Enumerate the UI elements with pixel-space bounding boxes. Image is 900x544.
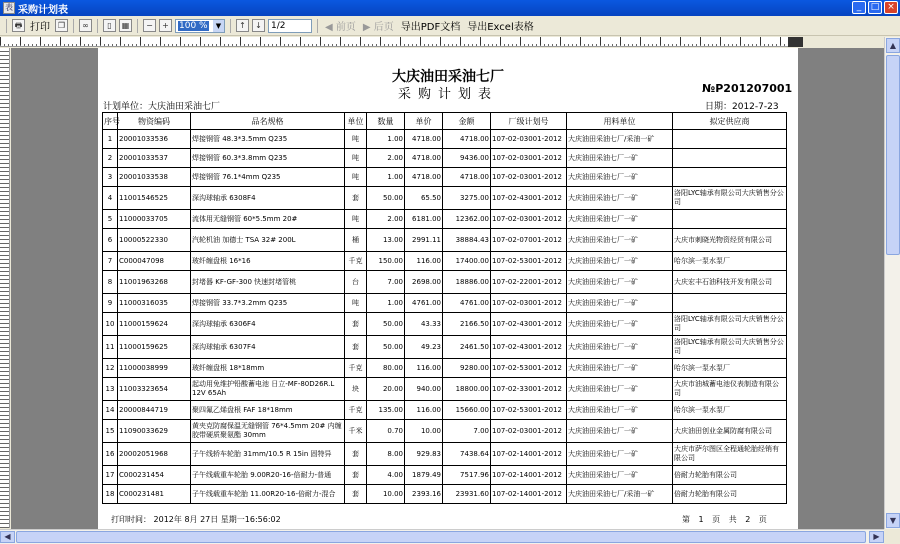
prev-page-label: 前页: [335, 22, 356, 33]
single-page-icon[interactable]: ▯: [103, 19, 116, 32]
table-cell: 11000038999: [118, 359, 191, 378]
page-info: 第 1 页 共 2 页: [682, 515, 767, 524]
table-cell: 107-02-03001-2012: [491, 130, 567, 149]
table-cell: 洛阳LYC轴承有限公司大庆销售分公司: [673, 313, 787, 336]
column-header: 物资编码: [118, 113, 191, 130]
scrollbar-corner: [884, 529, 900, 544]
table-cell: 116.00: [405, 401, 443, 420]
table-cell: 套: [345, 466, 367, 485]
table-cell: 940.00: [405, 378, 443, 401]
toolbar-separator: [317, 19, 318, 33]
table-cell: 13: [103, 378, 118, 401]
table-cell: 11003323654: [118, 378, 191, 401]
table-cell: 18800.00: [443, 378, 491, 401]
table-cell: 10.00: [367, 485, 405, 504]
table-cell: 桶: [345, 229, 367, 252]
table-cell: 大庆油田采油七厂一矿: [567, 168, 673, 187]
table-cell: 10: [103, 313, 118, 336]
table-cell: 洛阳LYC轴承有限公司大庆销售分公司: [673, 336, 787, 359]
table-cell: 大庆油田采油七厂一矿: [567, 443, 673, 466]
table-cell: 深沟球轴承 6308F4: [191, 187, 345, 210]
table-cell: 大庆油田采油七厂一矿: [567, 466, 673, 485]
table-header-row: [103, 113, 787, 130]
table-cell: 大庆油田采油七厂一矿: [567, 359, 673, 378]
table-cell: 套: [345, 443, 367, 466]
table-row: [103, 443, 787, 466]
table-cell: 107-02-53001-2012: [491, 252, 567, 271]
table-cell: 2166.50: [443, 313, 491, 336]
table-cell: 107-02-43001-2012: [491, 336, 567, 359]
table-row: [103, 130, 787, 149]
table-cell: 千克: [345, 252, 367, 271]
table-cell: 大庆油田采油七厂一矿: [567, 271, 673, 294]
table-cell: 9280.00: [443, 359, 491, 378]
document-title: 采购计划表: [397, 87, 498, 102]
table-cell: 135.00: [367, 401, 405, 420]
multi-page-icon[interactable]: ▦: [119, 19, 132, 32]
table-cell: 9436.00: [443, 149, 491, 168]
table-cell: 2.00: [367, 210, 405, 229]
window-titlebar: [0, 0, 900, 16]
scroll-down-icon[interactable]: ▼: [886, 513, 900, 528]
table-cell: 12: [103, 359, 118, 378]
table-cell: 千克: [345, 401, 367, 420]
table-cell: 大庆油田采油七厂一矿: [567, 420, 673, 443]
table-cell: 1: [103, 130, 118, 149]
table-cell: 倍耐力轮胎有限公司: [673, 485, 787, 504]
print-time: 打印时间： 2012年 8月 27日 星期一16:56:02: [111, 515, 281, 524]
binoculars-icon[interactable]: ∞: [79, 19, 92, 32]
table-cell: 吨: [345, 210, 367, 229]
table-cell: 7: [103, 252, 118, 271]
table-cell: 4718.00: [405, 149, 443, 168]
toolbar-separator: [73, 19, 74, 33]
minimize-button[interactable]: _: [852, 1, 866, 14]
table-cell: 49.23: [405, 336, 443, 359]
maximize-button[interactable]: □: [868, 1, 882, 14]
table-cell: 13.00: [367, 229, 405, 252]
next-page-button[interactable]: ▶ 后页: [362, 22, 394, 33]
column-header: 金额: [443, 113, 491, 130]
toolbar-separator: [6, 19, 7, 33]
table-cell: 4718.00: [405, 130, 443, 149]
table-cell: 大庆油田采油七厂一矿: [567, 401, 673, 420]
table-cell: 玻纤缠盘根 18*18mm: [191, 359, 345, 378]
table-cell: 17: [103, 466, 118, 485]
table-cell: 子午线载重车轮胎 11.00R20-16-倍耐力-混合: [191, 485, 345, 504]
table-cell: 块: [345, 378, 367, 401]
toolbar-separator: [137, 19, 138, 33]
table-cell: 吨: [345, 130, 367, 149]
table-cell: 107-02-14001-2012: [491, 485, 567, 504]
vertical-scrollbar[interactable]: [884, 37, 900, 529]
table-cell: 23931.60: [443, 485, 491, 504]
document-number: №P201207001: [702, 82, 793, 95]
scroll-right-icon[interactable]: ▶: [869, 531, 884, 543]
table-cell: 107-02-07001-2012: [491, 229, 567, 252]
table-cell: 10.00: [405, 420, 443, 443]
column-header: 拟定供应商: [673, 113, 787, 130]
table-cell: 7.00: [367, 271, 405, 294]
table-row: [103, 336, 787, 359]
table-cell: [673, 210, 787, 229]
app-icon: 表: [5, 3, 13, 12]
table-cell: [673, 294, 787, 313]
table-cell: 107-02-14001-2012: [491, 466, 567, 485]
table-cell: C000231454: [118, 466, 191, 485]
copy-icon[interactable]: ❐: [55, 19, 68, 32]
horizontal-ruler-marks: [0, 37, 803, 45]
table-row: [103, 420, 787, 443]
table-cell: 焊接钢管 60.3*3.8mm Q235: [191, 149, 345, 168]
table-cell: 10000522330: [118, 229, 191, 252]
page-input[interactable]: 1/2: [268, 19, 312, 33]
table-cell: 子午线轿车轮胎 31mm/10.5 R 15in 固特异: [191, 443, 345, 466]
table-cell: 20001033537: [118, 149, 191, 168]
table-cell: 千克: [345, 359, 367, 378]
table-cell: 11000033705: [118, 210, 191, 229]
window-controls: [852, 1, 898, 14]
table-cell: 3: [103, 168, 118, 187]
table-cell: 0.70: [367, 420, 405, 443]
table-cell: 107-02-03001-2012: [491, 294, 567, 313]
table-cell: 11000316035: [118, 294, 191, 313]
table-cell: C000231481: [118, 485, 191, 504]
table-cell: 11001963268: [118, 271, 191, 294]
table-cell: 大庆油田采油七厂一矿: [567, 378, 673, 401]
column-header: 单价: [405, 113, 443, 130]
table-cell: [673, 149, 787, 168]
table-row: [103, 149, 787, 168]
table-cell: 6: [103, 229, 118, 252]
table-cell: 3275.00: [443, 187, 491, 210]
table-cell: 80.00: [367, 359, 405, 378]
page-down-icon[interactable]: ↓: [252, 19, 265, 32]
table-cell: 千米: [345, 420, 367, 443]
table-cell: 11001546525: [118, 187, 191, 210]
table-cell: 吨: [345, 168, 367, 187]
toolbar-separator: [230, 19, 231, 33]
table-cell: 大庆油田采油七厂一矿: [567, 294, 673, 313]
table-row: [103, 466, 787, 485]
table-cell: 大庆市油城蓄电池仪表制造有限公司: [673, 378, 787, 401]
table-cell: 2.00: [367, 149, 405, 168]
table-cell: 1.00: [367, 130, 405, 149]
table-row: [103, 271, 787, 294]
table-cell: 17400.00: [443, 252, 491, 271]
report-viewport: [11, 48, 884, 529]
zoom-out-icon[interactable]: −: [143, 19, 156, 32]
table-cell: 1.00: [367, 294, 405, 313]
table-cell: 107-02-43001-2012: [491, 187, 567, 210]
table-cell: 20001033536: [118, 130, 191, 149]
table-cell: 封堵器 KF-GF-300 快速封堵管桃: [191, 271, 345, 294]
table-cell: 18886.00: [443, 271, 491, 294]
zoom-in-icon[interactable]: +: [159, 19, 172, 32]
table-cell: 焊接钢管 48.3*3.5mm Q235: [191, 130, 345, 149]
prev-page-button[interactable]: ◀ 前页: [325, 22, 356, 33]
table-cell: 洛阳LYC轴承有限公司大庆销售分公司: [673, 187, 787, 210]
table-cell: 大庆油田采油七厂一矿: [567, 229, 673, 252]
table-cell: 107-02-33001-2012: [491, 378, 567, 401]
table-cell: 套: [345, 187, 367, 210]
table-cell: 2393.16: [405, 485, 443, 504]
table-cell: 9: [103, 294, 118, 313]
table-cell: 子午线载重车轮胎 9.00R20-16-倍耐力-普通: [191, 466, 345, 485]
table-cell: 4718.00: [443, 130, 491, 149]
table-cell: 18: [103, 485, 118, 504]
table-cell: 大庆油田采油七厂一矿: [567, 336, 673, 359]
table-cell: 4718.00: [443, 168, 491, 187]
table-cell: 11090033629: [118, 420, 191, 443]
table-cell: 玻纤缠盘根 16*16: [191, 252, 345, 271]
table-cell: 哈尔滨一泵水泵厂: [673, 252, 787, 271]
table-cell: 4.00: [367, 466, 405, 485]
table-row: [103, 187, 787, 210]
table-cell: 哈尔滨一泵水泵厂: [673, 359, 787, 378]
scroll-left-icon[interactable]: ◀: [0, 531, 15, 543]
table-cell: 大庆油田采油七厂一矿: [567, 313, 673, 336]
table-cell: 15660.00: [443, 401, 491, 420]
purchase-plan-table: [102, 112, 787, 504]
column-header: 厂级计划号: [491, 113, 567, 130]
table-cell: 16: [103, 443, 118, 466]
table-cell: 107-02-03001-2012: [491, 168, 567, 187]
table-cell: 20002051968: [118, 443, 191, 466]
table-cell: 大庆油田采油七厂一矿: [567, 187, 673, 210]
table-cell: 流体用无缝钢管 60*5.5mm 20#: [191, 210, 345, 229]
table-cell: 2: [103, 149, 118, 168]
table-cell: 107-02-53001-2012: [491, 401, 567, 420]
table-row: [103, 378, 787, 401]
scroll-up-icon[interactable]: ▲: [886, 38, 900, 53]
table-cell: 4761.00: [405, 294, 443, 313]
table-cell: 8: [103, 271, 118, 294]
chevron-down-icon[interactable]: ▼: [213, 20, 224, 32]
table-cell: 大庆油田采油七厂一矿: [567, 252, 673, 271]
table-cell: 2991.11: [405, 229, 443, 252]
table-cell: 4761.00: [443, 294, 491, 313]
table-cell: 大庆市萨尔图区全程通轮胎经销有限公司: [673, 443, 787, 466]
ruler-end-marker: [788, 37, 803, 47]
table-cell: C000047098: [118, 252, 191, 271]
table-cell: 4718.00: [405, 168, 443, 187]
zoom-select[interactable]: [175, 19, 225, 33]
table-cell: 黄夹克防腐保温无缝钢管 76*4.5mm 20# 内缠胶带硬质聚氨酯 30mm: [191, 420, 345, 443]
table-cell: 吨: [345, 294, 367, 313]
table-cell: 43.33: [405, 313, 443, 336]
page-up-icon[interactable]: ↑: [236, 19, 249, 32]
next-page-label: 后页: [373, 22, 394, 33]
table-cell: 14: [103, 401, 118, 420]
table-cell: [673, 168, 787, 187]
table-cell: 深沟球轴承 6306F4: [191, 313, 345, 336]
table-cell: 聚四氟乙烯盘根 FAF 18*18mm: [191, 401, 345, 420]
horizontal-scrollbar[interactable]: [0, 529, 884, 544]
table-row: [103, 359, 787, 378]
table-cell: 大庆油田采油七厂一矿: [567, 210, 673, 229]
table-cell: 2461.50: [443, 336, 491, 359]
toolbar-separator: [97, 19, 98, 33]
table-row: [103, 210, 787, 229]
table-cell: 深沟球轴承 6307F4: [191, 336, 345, 359]
table-row: [103, 252, 787, 271]
table-cell: 哈尔滨一泵水泵厂: [673, 401, 787, 420]
table-row: [103, 294, 787, 313]
table-cell: 65.50: [405, 187, 443, 210]
table-cell: 2698.00: [405, 271, 443, 294]
column-header: 品名规格: [191, 113, 345, 130]
table-cell: 116.00: [405, 359, 443, 378]
table-cell: 8.00: [367, 443, 405, 466]
table-cell: 焊接钢管 33.7*3.2mm Q235: [191, 294, 345, 313]
column-header: 数量: [367, 113, 405, 130]
table-cell: 1.00: [367, 168, 405, 187]
vertical-ruler: [0, 48, 10, 528]
table-cell: 5: [103, 210, 118, 229]
table-cell: 107-02-03001-2012: [491, 210, 567, 229]
table-cell: 大庆油田采油七厂/采油一矿: [567, 130, 673, 149]
table-cell: 汽轮机油 加德士 TSA 32# 200L: [191, 229, 345, 252]
zoom-value: 100 %: [179, 20, 208, 31]
table-row: [103, 229, 787, 252]
table-body: [103, 130, 787, 504]
table-cell: 11000159625: [118, 336, 191, 359]
table-cell: 套: [345, 313, 367, 336]
table-cell: [673, 130, 787, 149]
table-cell: 107-02-03001-2012: [491, 420, 567, 443]
table-cell: 大庆市刺晓光物资经贸有限公司: [673, 229, 787, 252]
vertical-scroll-thumb[interactable]: [886, 55, 900, 255]
table-cell: 107-02-43001-2012: [491, 313, 567, 336]
table-cell: 107-02-53001-2012: [491, 359, 567, 378]
table-cell: 11: [103, 336, 118, 359]
table-row: [103, 401, 787, 420]
table-cell: 套: [345, 336, 367, 359]
table-row: [103, 313, 787, 336]
table-cell: 起动用免维护铅酸蓄电池 日立-MF-80D26R.L 12V 65Ah: [191, 378, 345, 401]
table-cell: 107-02-14001-2012: [491, 443, 567, 466]
report-date: 日期：2012-7-23: [705, 102, 779, 112]
table-cell: 大庆油田采油七厂一矿: [567, 149, 673, 168]
export-excel-button[interactable]: 导出Excel表格: [467, 22, 534, 33]
table-cell: 台: [345, 271, 367, 294]
table-cell: 倍耐力轮胎有限公司: [673, 466, 787, 485]
table-cell: 15: [103, 420, 118, 443]
table-cell: 107-02-03001-2012: [491, 149, 567, 168]
table-row: [103, 168, 787, 187]
table-cell: 50.00: [367, 336, 405, 359]
horizontal-scroll-thumb[interactable]: [16, 531, 866, 543]
table-cell: 107-02-22001-2012: [491, 271, 567, 294]
export-pdf-button[interactable]: 导出PDF文档: [400, 22, 461, 33]
table-cell: 50.00: [367, 313, 405, 336]
printer-icon[interactable]: 🖶: [12, 19, 25, 32]
table-cell: 4: [103, 187, 118, 210]
table-cell: 6181.00: [405, 210, 443, 229]
table-cell: 20001033538: [118, 168, 191, 187]
table-cell: 焊接钢管 76.1*4mm Q235: [191, 168, 345, 187]
table-cell: 50.00: [367, 187, 405, 210]
table-cell: 20.00: [367, 378, 405, 401]
column-header: 序号: [103, 113, 118, 130]
window-title: 采购计划表: [18, 4, 68, 16]
table-cell: 大庆油田创业金属防腐有限公司: [673, 420, 787, 443]
close-button[interactable]: ×: [884, 1, 898, 14]
table-cell: 12362.00: [443, 210, 491, 229]
table-cell: 150.00: [367, 252, 405, 271]
table-cell: 20000844719: [118, 401, 191, 420]
plan-unit: 计划单位：大庆油田采油七厂: [103, 102, 221, 112]
table-cell: 38884.43: [443, 229, 491, 252]
table-cell: 吨: [345, 149, 367, 168]
table-cell: 116.00: [405, 252, 443, 271]
table-cell: 929.83: [405, 443, 443, 466]
report-page: [98, 48, 798, 529]
table-cell: 7.00: [443, 420, 491, 443]
print-button[interactable]: 打印: [30, 22, 50, 33]
table-cell: 大庆宏丰石油科技开发有限公司: [673, 271, 787, 294]
table-cell: 7438.64: [443, 443, 491, 466]
table-cell: 套: [345, 485, 367, 504]
table-cell: 7517.96: [443, 466, 491, 485]
column-header: 单位: [345, 113, 367, 130]
table-row: [103, 485, 787, 504]
company-name: 大庆油田采油七厂: [392, 69, 504, 85]
column-header: 用料单位: [567, 113, 673, 130]
toolbar: [0, 16, 900, 36]
table-cell: 大庆油田采油七厂/采油一矿: [567, 485, 673, 504]
table-cell: 1879.49: [405, 466, 443, 485]
table-cell: 11000159624: [118, 313, 191, 336]
